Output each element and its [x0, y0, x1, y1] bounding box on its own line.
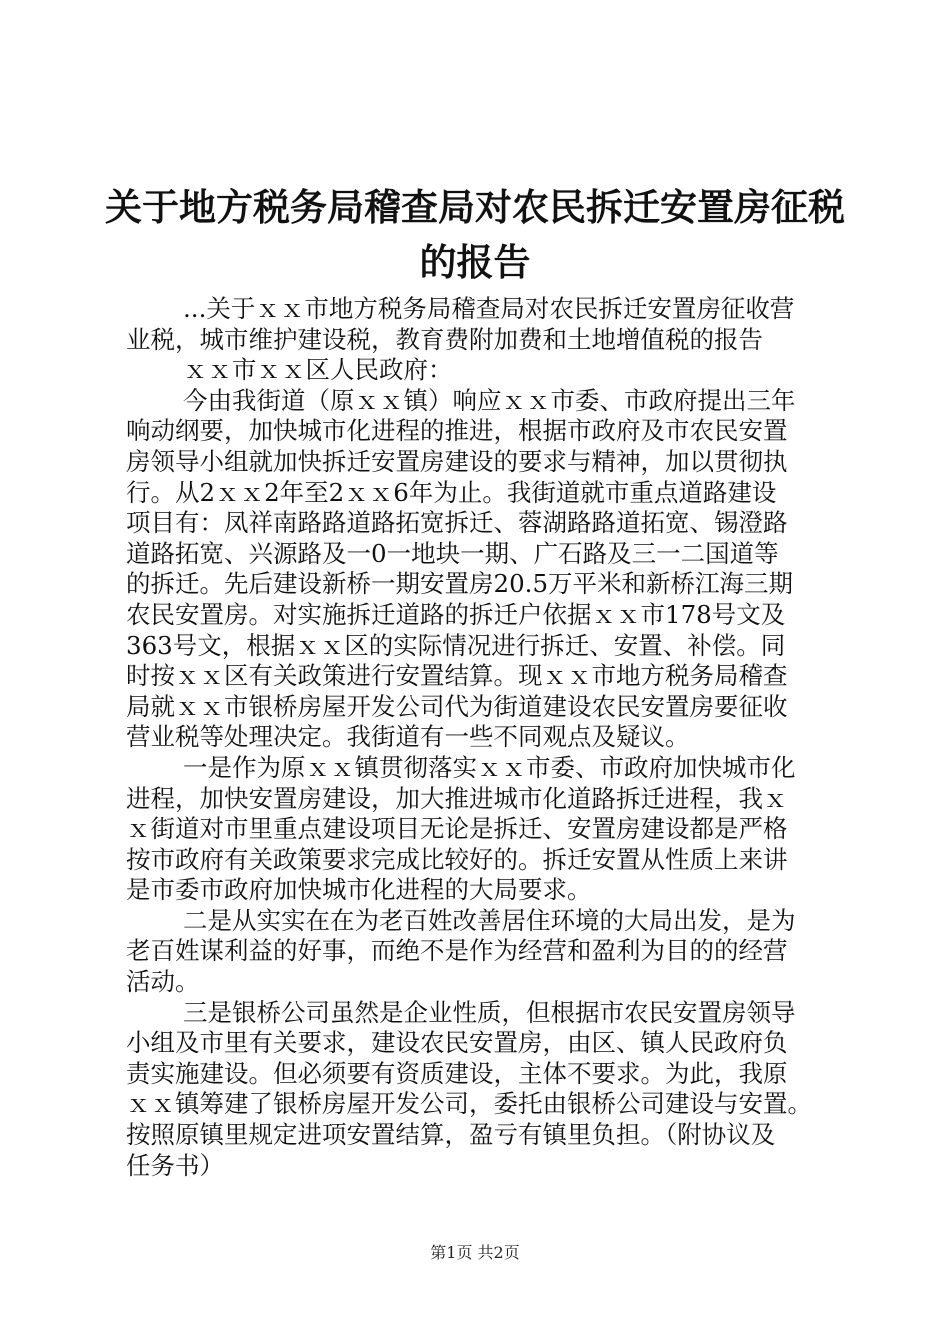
- body-line: 营业税等处理决定。我街道有一些不同观点及疑议。: [126, 722, 690, 752]
- body-line: 农民安置房。对实施拆迁道路的拆迁户依据ｘｘ市178号文及: [126, 599, 786, 629]
- body-line: ｘ街道对市里重点建设项目无论是拆迁、安置房建设都是严格: [126, 814, 788, 844]
- body-line: 业税，城市维护建设税，教育费附加费和土地增值税的报告: [126, 324, 763, 354]
- body-line: ｘｘ镇筹建了银桥房屋开发公司，委托由银桥公司建设与安置。: [126, 1089, 812, 1119]
- body-line: 项目有：凤祥南路路道路拓宽拆迁、蓉湖路路道拓宽、锡澄路: [126, 508, 788, 538]
- body-line: 行。从2ｘｘ2年至2ｘｘ6年为止。我街道就市重点道路建设: [126, 477, 777, 507]
- body-line: 道路拓宽、兴源路及一0一地块一期、广石路及三一二国道等: [126, 538, 779, 568]
- body-line: 363号文，根据ｘｘ区的实际情况进行拆迁、安置、补偿。同: [126, 630, 786, 660]
- body-line: 进程，加快安置房建设，加大推进城市化道路拆迁进程，我ｘ: [126, 783, 788, 813]
- body-line: 任务书）: [126, 1150, 224, 1180]
- document-title-line-2: 的报告: [419, 241, 531, 284]
- body-line: 老百姓谋利益的好事，而绝不是作为经营和盈利为目的的经营: [126, 936, 788, 966]
- body-line: 小组及市里有关要求，建设农民安置房，由区、镇人民政府负: [126, 1028, 788, 1058]
- document-title-line-1: 关于地方税务局稽查局对农民拆迁安置房征税: [105, 186, 845, 229]
- body-line: 的拆迁。先后建设新桥一期安置房20.5万平米和新桥江海三期: [126, 569, 794, 599]
- body-line: 局就ｘｘ市银桥房屋开发公司代为街道建设农民安置房要征收: [126, 691, 788, 721]
- body-line: 按照原镇里规定进项安置结算，盈亏有镇里负担。（附协议及: [126, 1120, 776, 1150]
- body-line: 房领导小组就加快拆迁安置房建设的要求与精神，加以贯彻执: [126, 446, 788, 476]
- body-line: 今由我街道（原ｘｘ镇）响应ｘｘ市委、市政府提出三年: [183, 385, 796, 415]
- body-line: 是市委市政府加快城市化进程的大局要求。: [126, 875, 592, 905]
- body-line: 响动纲要，加快城市化进程的推进，根据市政府及市农民安置: [126, 416, 788, 446]
- document-body: [126, 294, 846, 1181]
- body-line: 二是从实实在在为老百姓改善居住环境的大局出发，是为: [183, 905, 796, 935]
- body-line: 活动。: [126, 967, 200, 997]
- body-line: 三是银桥公司虽然是企业性质，但根据市农民安置房领导: [183, 997, 796, 1027]
- body-line: 责实施建设。但必须要有资质建设，主体不要求。为此，我原: [126, 1058, 788, 1088]
- body-line: 按市政府有关政策要求完成比较好的。拆迁安置从性质上来讲: [126, 844, 788, 874]
- body-line: 时按ｘｘ区有关政策进行安置结算。现ｘｘ市地方税务局稽查: [126, 661, 788, 691]
- body-line: ...关于ｘｘ市地方税务局稽查局对农民拆迁安置房征收营: [183, 294, 795, 323]
- body-line: ｘｘ市ｘｘ区人民政府：: [183, 355, 453, 385]
- body-line: 一是作为原ｘｘ镇贯彻落实ｘｘ市委、市政府加快城市化: [183, 752, 796, 782]
- page-number-footer: 第1页 共2页: [430, 1243, 520, 1262]
